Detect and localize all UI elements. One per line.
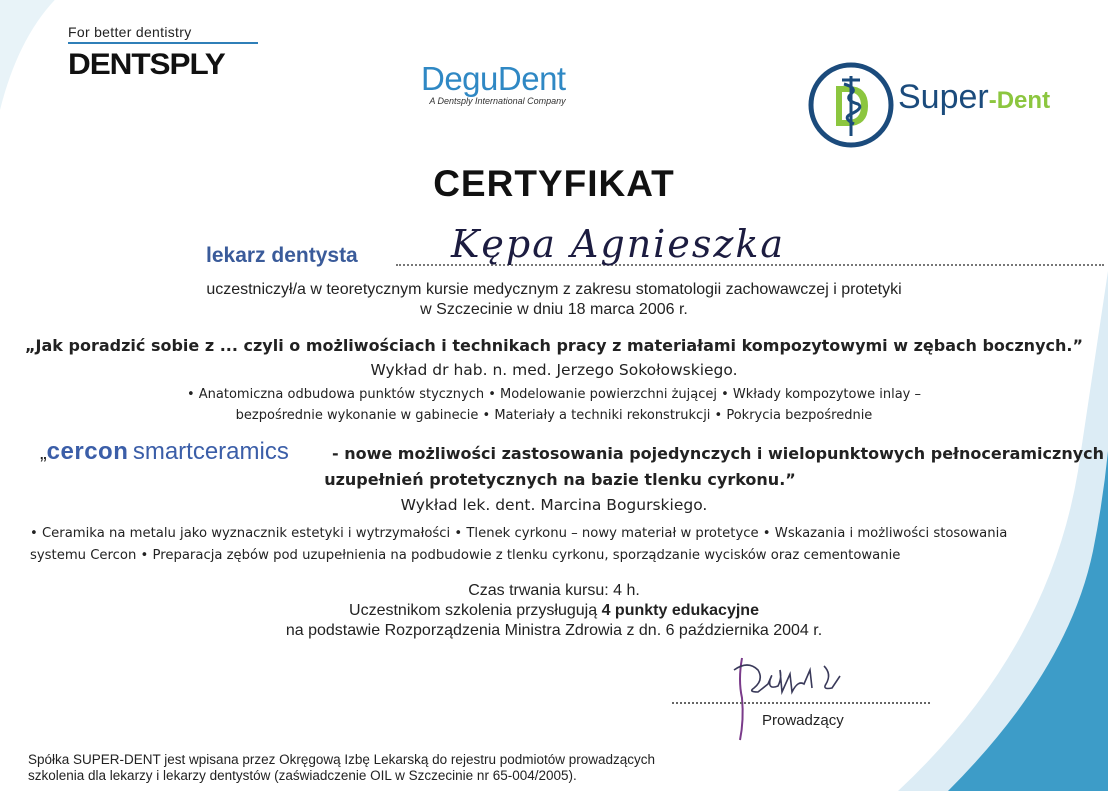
signature-block [672, 640, 932, 729]
caduceus-emblem-icon [808, 62, 894, 148]
intro-line-2: w Szczecinie w dniu 18 marca 2006 r. [420, 301, 688, 318]
superdent-wordmark [898, 78, 1050, 117]
recipient-label: lekarz dentysta [206, 244, 358, 267]
footer-line-2: szkolenia dla lekarzy i lekarzy dentystów (zaświadczenie OIL w Szczecinie nr 65-004/2005). [28, 768, 577, 783]
course-points-bold: 4 punkty edukacyjne [601, 602, 759, 619]
lecture1-topics-line-1: • Anatomiczna odbudowa punktów stycznych • Modelowanie powierzchni żującej • Wkłady kompozytowe inlay – [186, 387, 921, 402]
degudent-subtitle: A Dentsply International Company [429, 96, 566, 106]
dentsply-logo [68, 24, 258, 82]
cercon-logo [40, 438, 289, 466]
signature-dotted-line [672, 702, 930, 704]
course-regulation: na podstawie Rozporządzenia Ministra Zdrowia z dn. 6 października 2004 r. [285, 622, 823, 639]
course-duration: Czas trwania kursu: 4 h. [468, 582, 640, 599]
dentsply-rule [68, 42, 258, 44]
footer-note [28, 752, 655, 784]
cercon-logo-light: smartceramics [132, 438, 289, 465]
handwritten-signature-icon [728, 640, 908, 750]
dentsply-brand: DENTSPLY [68, 48, 225, 81]
superdent-wordmark-part2: -Dent [988, 87, 1051, 114]
superdent-logo [808, 62, 1088, 152]
signature-label: Prowadzący [762, 712, 844, 729]
lecture2-topics-line-2: systemu Cercon • Preparacja zębów pod uzupełnienia na podbudowie z tlenku cyrkonu, sporządzanie wycisków oraz cementowanie [30, 548, 901, 563]
recipient-row [206, 222, 906, 278]
footer-line-1: Spółka SUPER-DENT jest wpisana przez Okręgową Izbę Lekarską do rejestru podmiotów prowadzących [28, 752, 656, 767]
open-quote: „ [40, 442, 47, 464]
certificate-title: CERTYFIKAT [433, 163, 675, 204]
lecture2-title-line-2: uzupełnień protetycznych na bazie tlenku cyrkonu.” [324, 470, 796, 489]
course-points [0, 602, 1108, 620]
intro-line-1: uczestniczył/a w teoretycznym kursie medycznym z zakresu stomatologii zachowawczej i protetyki [206, 281, 902, 298]
degudent-name: DeguDent [421, 60, 566, 97]
lecture1-lecturer: Wykład dr hab. n. med. Jerzego Sokołowskiego. [370, 361, 738, 379]
dentsply-tagline: For better dentistry [68, 24, 192, 40]
superdent-wordmark-part1: Super [898, 78, 989, 116]
course-points-prefix: Uczestnikom szkolenia przysługują [349, 602, 602, 619]
lecture2-lecturer: Wykład lek. dent. Marcina Bogurskiego. [400, 496, 708, 514]
degudent-logo [421, 60, 566, 106]
lecture1-topics-line-2: bezpośrednie wykonanie w gabinecie • Materiały a techniki rekonstrukcji • Pokrycia bezpośrednie [235, 408, 873, 423]
lecture1-title: „Jak poradzić sobie z ... czyli o możliwościach i technikach pracy z materiałami kompozytowymi w zębach bocznych.” [25, 336, 1083, 355]
recipient-handwritten-name: Kępa Agnieszka [451, 222, 786, 266]
cercon-logo-bold: cercon [46, 438, 129, 465]
lecture2-topics-line-1: • Ceramika na metalu jako wyznacznik estetyki i wytrzymałości • Tlenek cyrkonu – nowy materiał w protetyce • Wskazania i możliwości stosowania [30, 526, 1008, 541]
lecture2-title-line-1: - nowe możliwości zastosowania pojedynczych i wielopunktowych pełnoceramicznych [332, 444, 1105, 463]
